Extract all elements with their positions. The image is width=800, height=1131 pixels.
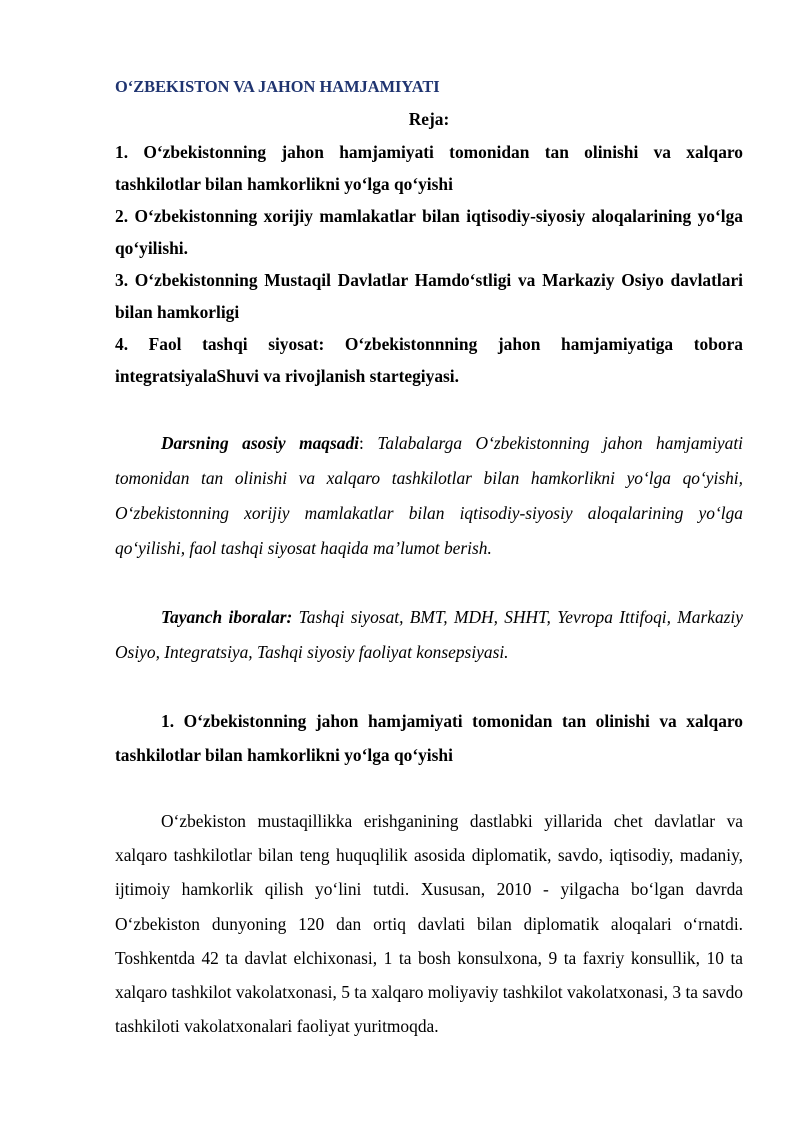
keywords-paragraph	[115, 600, 743, 670]
section-1-paragraph: O‘zbekiston mustaqillikka erishganining dastlabki yillarida chet davlatlar va xalqaro tashkilotlar bilan teng huquqlilik asosida diplomatik, savdo, iqtisodiy, madaniy, ijtimoiy hamkorlik qilish yo‘lini tutdi. Xususan, 2010 - yilgacha bo‘lgan davrda O‘zbekiston dunyoning 120 dan ortiq davlati bilan diplomatik aloqalari o‘rnatdi. Toshkentda 42 ta davlat elchixonasi, 1 ta bosh konsulxona, 9 ta faxriy konsullik, 10 ta xalqaro tashkilot vakolatxonasi, 5 ta xalqaro moliyaviy tashkilot vakolatxonasi, 3 ta savdo tashkiloti vakolatxonalari faoliyat yuritmoqda.	[115, 811, 743, 1037]
keywords-label: Tayanch iboralar:	[161, 607, 293, 627]
plan-heading: Reja:	[408, 109, 450, 129]
keywords-text: Tashqi siyosat, BMT, MDH, SHHT, Yevropa Ittifoqi, Markaziy Osiyo, Integratsiya, Tashqi siyosiy faoliyat konsepsiyasi.	[115, 607, 743, 662]
plan-item-4: 4. Faol tashqi siyosat: O‘zbekistonnning jahon hamjamiyatiga tobora integratsiyalaShuvi va rivojlanish startegiyasi.	[115, 334, 743, 386]
plan-list	[115, 136, 743, 392]
plan-item-3: 3. O‘zbekistonning Mustaqil Davlatlar Hamdo‘stligi va Markaziy Osiyo davlatlari bilan hamkorligi	[115, 270, 743, 322]
plan-item-2: 2. O‘zbekistonning xorijiy mamlakatlar bilan iqtisodiy-siyosiy aloqalarining yo‘lga qo‘yilishi.	[115, 206, 743, 258]
lesson-goal-label: Darsning asosiy maqsadi	[161, 433, 359, 453]
document-title: O‘ZBEKISTON VA JAHON HAMJAMIYATI	[115, 77, 440, 96]
section-1-heading: 1. O‘zbekistonning jahon hamjamiyati tomonidan tan olinishi va xalqaro tashkilotlar bilan hamkorlikni yo‘lga qo‘yishi	[115, 711, 743, 765]
lesson-goal-separator: :	[359, 433, 378, 453]
plan-item-1: 1. O‘zbekistonning jahon hamjamiyati tomonidan tan olinishi va xalqaro tashkilotlar bilan hamkorlikni yo‘lga qo‘yishi	[115, 142, 743, 194]
lesson-goal-paragraph	[115, 426, 743, 566]
lesson-goal-text: Talabalarga O‘zbekistonning jahon hamjamiyati tomonidan tan olinishi va xalqaro tashkilotlar bilan hamkorlikni yo‘lga qo‘yishi, O‘zbekistonning xorijiy mamlakatlar bilan iqtisodiy-siyosiy aloqalarining yo‘lga qo‘yilishi, faol tashqi siyosat haqida ma’lumot berish.	[115, 433, 743, 558]
document-page	[115, 76, 743, 1043]
